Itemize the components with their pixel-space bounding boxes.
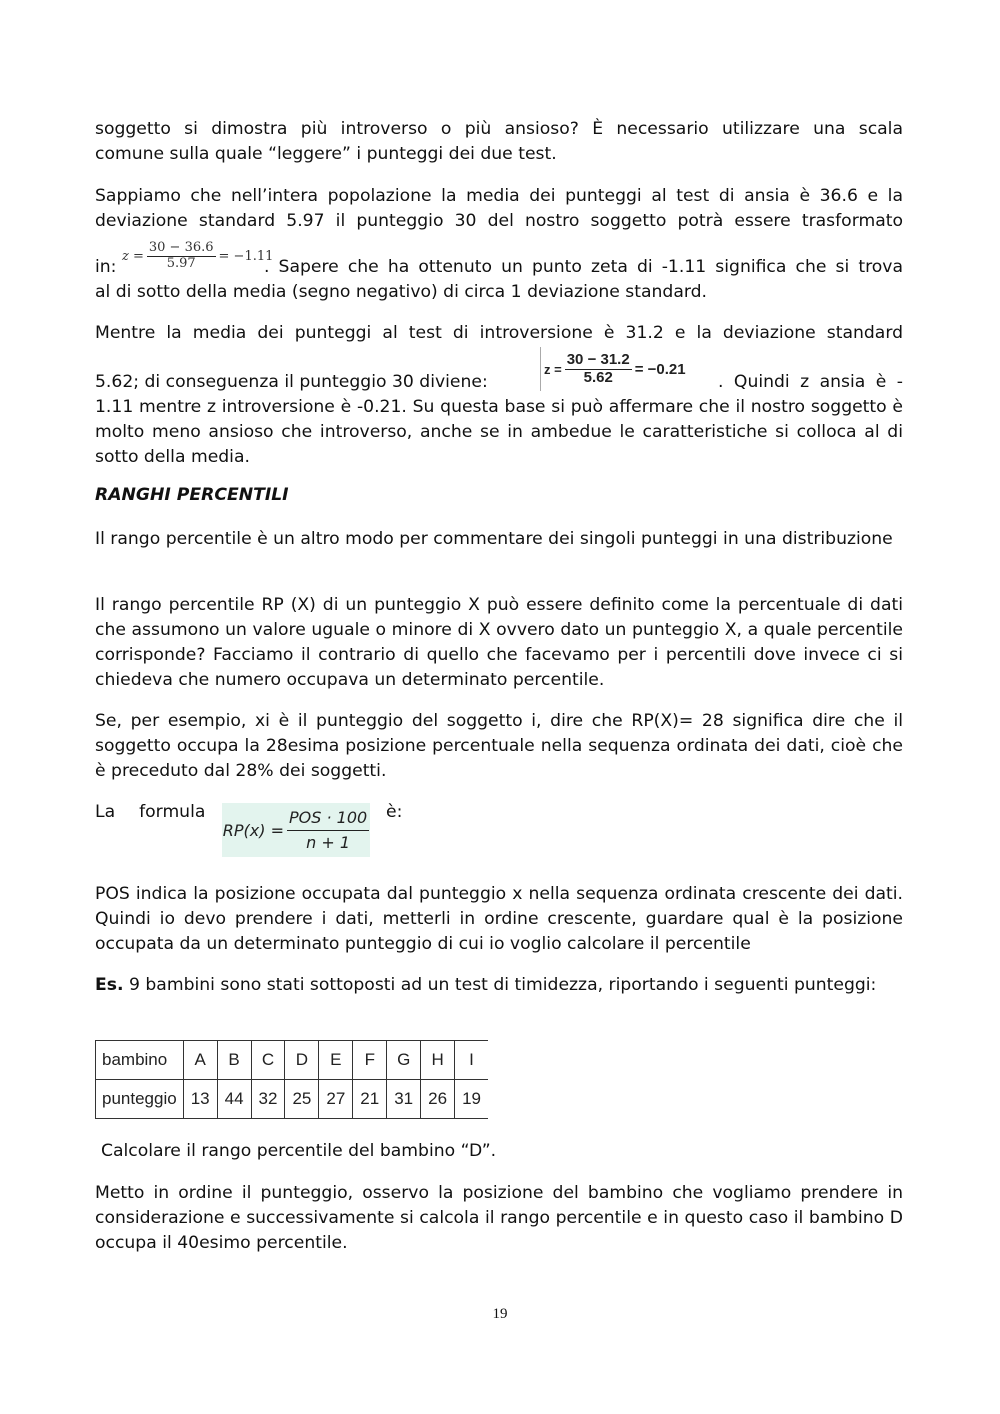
paragraph-anxiety <box>95 184 903 234</box>
formula-label-word: formula <box>139 802 206 822</box>
text-line: Mentre la media dei punteggi al test di introversione è 31.2 e la deviazione standard <box>95 323 903 343</box>
z-score-equation-introversion <box>540 347 686 391</box>
table-cell: A <box>183 1041 217 1080</box>
eq-lhs: z = <box>122 248 144 264</box>
table-cell: H <box>421 1041 455 1080</box>
eq-denominator: n + 1 <box>306 832 351 852</box>
text-line: . Sapere che ha ottenuto un punto zeta di -1.11 significa che si trova <box>264 257 903 277</box>
eq-lhs: z = <box>544 361 562 377</box>
paragraph-solution: Metto in ordine il punteggio, osservo la posizione del bambino che vogliamo prendere in considerazione e successivamente si calcola il rango percentile e in questo caso il bambino D occupa il 40esimo percentile. <box>95 1183 903 1253</box>
table-cell: 26 <box>421 1080 455 1119</box>
paragraph-definition-intro: Il rango percentile è un altro modo per commentare dei singoli punteggi in una distribuzione <box>95 529 893 549</box>
text-line: Sappiamo che nell’intera popolazione la media dei punteggi al test di ansia è 36.6 e la <box>95 186 903 206</box>
eq-numerator: 30 − 36.6 <box>148 240 214 256</box>
section-heading: RANGHI PERCENTILI <box>95 485 289 505</box>
text-line-prefix: in: <box>95 257 117 277</box>
table-row-header: bambino <box>96 1041 184 1080</box>
eq-denominator: 5.97 <box>166 255 196 271</box>
table-cell: 19 <box>455 1080 488 1119</box>
table-cell: 44 <box>217 1080 251 1119</box>
table-row-header: punteggio <box>96 1080 184 1119</box>
table-cell: G <box>387 1041 421 1080</box>
scores-table <box>95 1040 488 1119</box>
eq-lhs: RP(x) = <box>222 820 284 840</box>
table-cell: 31 <box>387 1080 421 1119</box>
exercise-label: Es. <box>95 975 124 995</box>
paragraph-introversion <box>95 321 903 346</box>
paragraph-intro <box>95 117 903 167</box>
table-row <box>96 1080 488 1119</box>
paragraph-pos-explanation: POS indica la posizione occupata dal punteggio x nella sequenza ordinata crescente dei dati. Quindi io devo prendere i dati, metterli in ordine crescente, guardare qual è la posizione occupata da un determinato punteggio di cui io voglio calcolare il percentile <box>95 884 903 954</box>
exercise-text: 9 bambini sono stati sottoposti ad un test di timidezza, riportando i seguenti punteggi: <box>123 975 877 995</box>
table-cell: 25 <box>285 1080 319 1119</box>
paragraph-definition: Il rango percentile RP (X) di un punteggio X può essere definito come la percentuale di dati che assumono un valore uguale o minore di X ovvero dato un punteggio X, a quale percentile corrisponde? Facciamo il contrario di quello che facevamo per i percentili dove invece ci si chiedeva che numero occupava un determinato percentile. <box>95 595 903 690</box>
table-cell: F <box>353 1041 387 1080</box>
percentile-rank-formula <box>222 803 370 857</box>
table-cell: C <box>251 1041 285 1080</box>
table-cell: 32 <box>251 1080 285 1119</box>
paragraph-exercise <box>95 973 903 998</box>
z-score-equation-anxiety <box>122 236 273 276</box>
formula-label <box>95 800 205 825</box>
table-row <box>96 1041 488 1080</box>
eq-result: = −1.11 <box>218 248 274 264</box>
table-cell: 21 <box>353 1080 387 1119</box>
text-line: deviazione standard 5.97 il punteggio 30 del nostro soggetto potrà essere trasformato <box>95 211 903 231</box>
eq-denominator: 5.62 <box>583 368 613 386</box>
eq-numerator: POS · 100 <box>287 809 369 831</box>
paragraph-example: Se, per esempio, xi è il punteggio del soggetto i, dire che RP(X)= 28 significa dire che il soggetto occupa la 28esima posizione percentuale nella sequenza ordinata dei dati, cioè che è preceduto dal 28% dei soggetti. <box>95 711 903 781</box>
formula-label-word: La <box>95 802 116 822</box>
eq-result: = −0.21 <box>634 360 686 378</box>
table-cell: 13 <box>183 1080 217 1119</box>
text-line: al di sotto della media (segno negativo) di circa 1 deviazione standard. <box>95 282 707 302</box>
text-line: soggetto si dimostra più introverso o più ansioso? È necessario utilizzare una scala <box>95 119 903 139</box>
table-cell: B <box>217 1041 251 1080</box>
text-line-prefix: 5.62; di conseguenza il punteggio 30 diviene: <box>95 372 488 392</box>
text-block: 1.11 mentre z introversione è -0.21. Su questa base si può affermare che il nostro soggetto è molto meno ansioso che introverso, anche se in ambedue le caratteristiche si colloca al di sotto della media. <box>95 397 903 467</box>
text-line: . Quindi z ansia è - <box>718 372 903 392</box>
eq-fraction <box>565 352 632 386</box>
paragraph-task: Calcolare il rango percentile del bambino “D”. <box>101 1141 497 1161</box>
eq-fraction <box>147 241 216 271</box>
formula-label-suffix: è: <box>386 802 403 822</box>
table-cell: D <box>285 1041 319 1080</box>
eq-numerator: 30 − 31.2 <box>566 351 630 368</box>
page-number: 19 <box>492 1306 508 1322</box>
text-line: comune sulla quale “leggere” i punteggi dei due test. <box>95 144 557 164</box>
table-cell: 27 <box>319 1080 353 1119</box>
table-cell: I <box>455 1041 488 1080</box>
eq-fraction <box>287 809 369 851</box>
table-cell: E <box>319 1041 353 1080</box>
